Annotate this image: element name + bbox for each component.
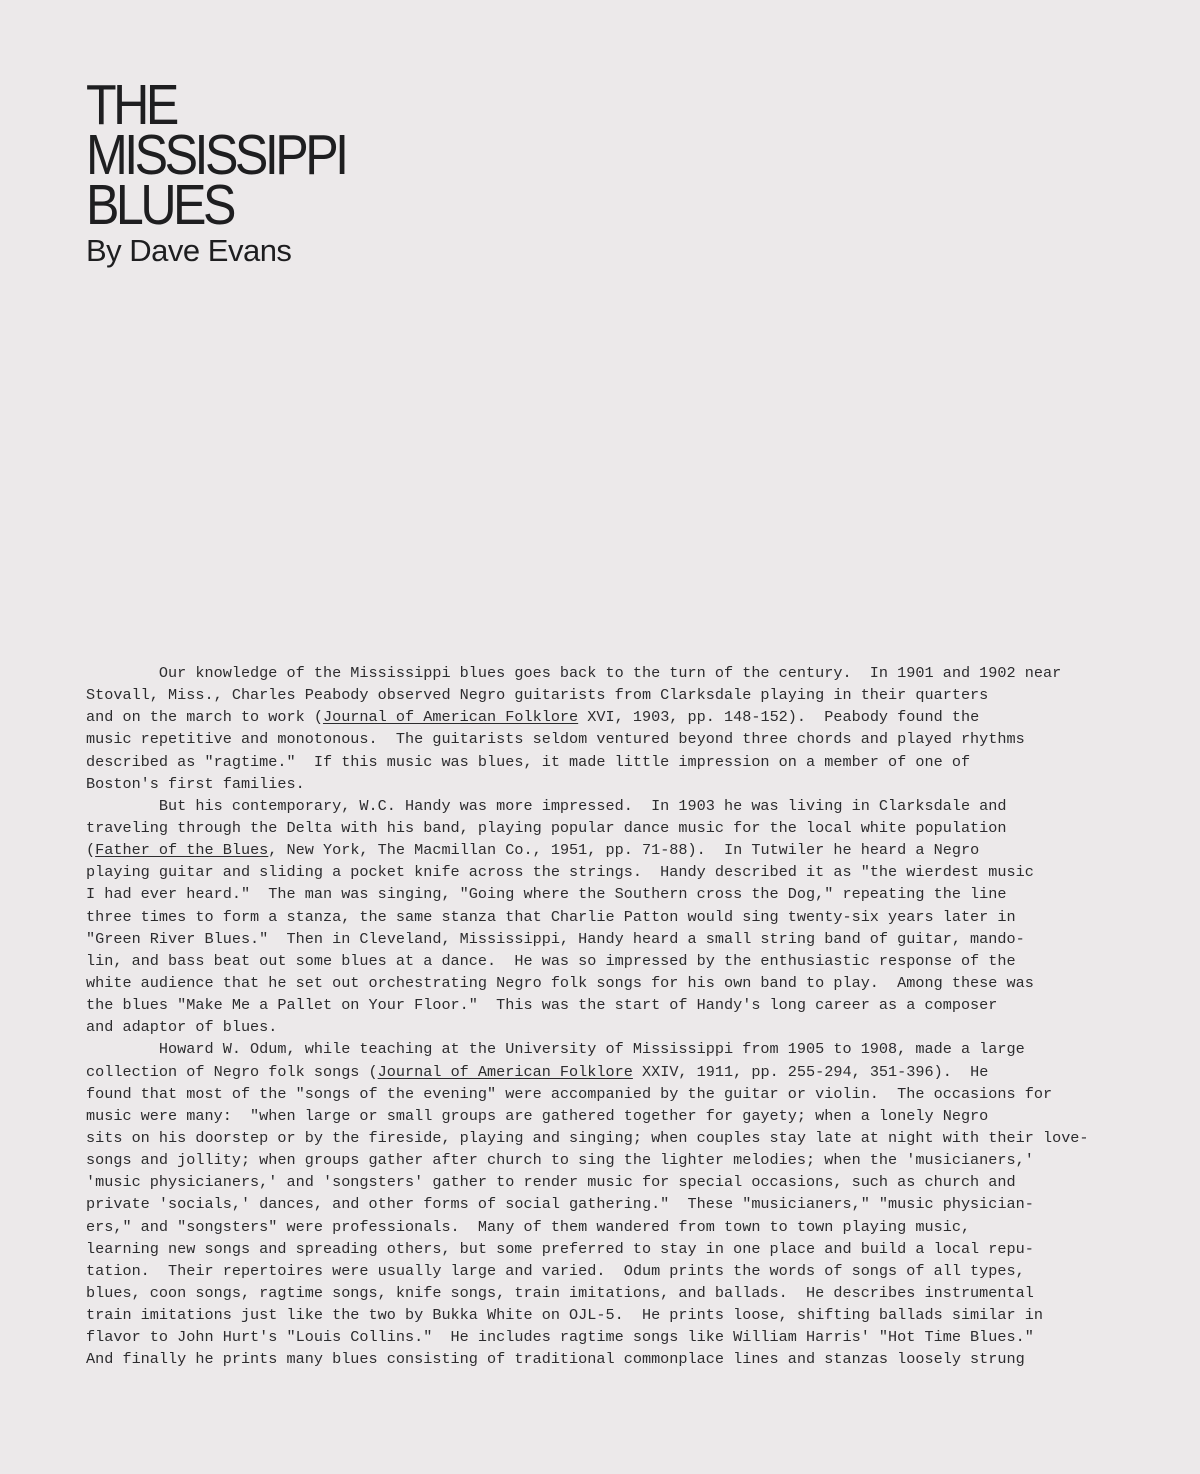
- body-line: [86, 795, 1138, 817]
- body-text-segment: XVI, 1903, pp. 148-152). Peabody found the: [578, 708, 980, 727]
- body-line: [86, 684, 1138, 706]
- body-text-segment: Our knowledge of the Mississippi blues goes back to the turn of the century. In 1901 and 1902 near: [86, 664, 1062, 682]
- body-text-segment: , New York, The Macmillan Co., 1951, pp. 71-88). In Tutwiler he heard a Negro: [268, 841, 980, 860]
- body-text-segment: But his contemporary, W.C. Handy was more impressed. In 1903 he was living in Clarksdale and: [86, 796, 1007, 815]
- body-line: [86, 1127, 1138, 1149]
- body-text-segment: sits on his doorstep or by the fireside, playing and singing; when couples stay late at night with their love-: [86, 1128, 1089, 1147]
- body-line: [86, 662, 1138, 684]
- body-line: [86, 817, 1138, 839]
- body-text-segment: tation. Their repertoires were usually large and varied. Odum prints the words of songs of all types,: [86, 1261, 1025, 1280]
- body-text-segment: and on the march to work (: [86, 708, 323, 727]
- body-text-segment: And finally he prints many blues consisting of traditional commonplace lines and stanzas loosely strung: [86, 1350, 1025, 1369]
- body-line: [86, 1216, 1138, 1238]
- body-text-segment: Howard W. Odum, while teaching at the University of Mississippi from 1905 to 1908, made a large: [86, 1040, 1025, 1059]
- body-text-segment: the blues "Make Me a Pallet on Your Floor." This was the start of Handy's long career as a composer: [86, 996, 998, 1015]
- body-line: [86, 1348, 1138, 1370]
- body-text-segment: XXIV, 1911, pp. 255-294, 351-396). He: [632, 1062, 989, 1081]
- article-body: [86, 662, 1138, 1371]
- body-line: [86, 1238, 1138, 1260]
- body-line: [86, 1193, 1138, 1215]
- body-line: [86, 706, 1138, 728]
- body-text-segment: train imitations just like the two by Bukka White on OJL-5. He prints loose, shifting ballads similar in: [86, 1306, 1043, 1325]
- body-line: [86, 1282, 1138, 1304]
- citation-title: Journal of American Folklore: [377, 1062, 633, 1081]
- body-line: [86, 1304, 1138, 1326]
- body-text-segment: flavor to John Hurt's "Louis Collins." He includes ragtime songs like William Harris' "Hot Time Blues.": [86, 1328, 1034, 1347]
- body-text-segment: three times to form a stanza, the same stanza that Charlie Patton would sing twenty-six years later in: [86, 907, 1016, 926]
- body-line: [86, 950, 1138, 972]
- body-line: [86, 1149, 1138, 1171]
- body-line: [86, 883, 1138, 905]
- body-text-segment: white audience that he set out orchestrating Negro folk songs for his own band to play. Among these was: [86, 973, 1034, 992]
- body-line: [86, 839, 1138, 861]
- citation-title: Journal of American Folklore: [322, 708, 579, 727]
- body-line: [86, 773, 1138, 795]
- body-text-segment: music repetitive and monotonous. The guitarists seldom ventured beyond three chords and played rhythms: [86, 730, 1025, 749]
- body-text-segment: songs and jollity; when groups gather after church to sing the lighter melodies; when the 'musicianers,': [86, 1151, 1034, 1170]
- body-text-segment: blues, coon songs, ragtime songs, knife songs, train imitations, and ballads. He describes instrumental: [86, 1283, 1034, 1302]
- body-text-segment: Boston's first families.: [86, 774, 305, 793]
- body-line: [86, 1083, 1138, 1105]
- body-line: [86, 1016, 1138, 1038]
- body-text-segment: described as "ragtime." If this music was blues, it made little impression on a member of one of: [86, 752, 971, 771]
- body-text-segment: and adaptor of blues.: [86, 1018, 278, 1037]
- title-line-3: BLUES: [86, 173, 233, 237]
- byline: By Dave Evans: [86, 233, 292, 268]
- body-line: [86, 1061, 1138, 1083]
- body-text-segment: 'music physicianers,' and 'songsters' gather to render music for special occasions, such as church and: [86, 1173, 1016, 1192]
- body-text-segment: ers," and "songsters" were professionals. Many of them wandered from town to town playing music,: [86, 1217, 971, 1236]
- body-line: [86, 972, 1138, 994]
- article-header: [86, 73, 686, 269]
- body-text-segment: "Green River Blues." Then in Cleveland, Mississippi, Handy heard a small string band of guitar, mando-: [86, 929, 1025, 948]
- body-line: [86, 994, 1138, 1016]
- body-text-segment: collection of Negro folk songs (: [86, 1062, 378, 1081]
- body-line: [86, 751, 1138, 773]
- body-line: [86, 1171, 1138, 1193]
- title-line-1: THE: [86, 73, 176, 137]
- body-line: [86, 906, 1138, 928]
- body-text-segment: lin, and bass beat out some blues at a dance. He was so impressed by the enthusiastic response of the: [86, 951, 1016, 970]
- body-text-segment: learning new songs and spreading others, but some preferred to stay in one place and build a local repu-: [86, 1239, 1034, 1258]
- body-text-segment: private 'socials,' dances, and other forms of social gathering." These "musicianers," "music physician-: [86, 1195, 1034, 1214]
- body-text-segment: playing guitar and sliding a pocket knife across the strings. Handy described it as "the wierdest music: [86, 863, 1034, 882]
- body-line: [86, 1105, 1138, 1127]
- body-text-segment: Stovall, Miss., Charles Peabody observed Negro guitarists from Clarksdale playing in their quarters: [86, 686, 989, 705]
- title-line-2: MISSISSIPPI: [86, 123, 346, 187]
- body-line: [86, 1326, 1138, 1348]
- body-line: [86, 1038, 1138, 1060]
- body-line: [86, 1260, 1138, 1282]
- body-text-segment: found that most of the "songs of the evening" were accompanied by the guitar or violin. The occasions for: [86, 1084, 1053, 1103]
- body-line: [86, 728, 1138, 750]
- body-text-segment: traveling through the Delta with his band, playing popular dance music for the local white population: [86, 818, 1007, 837]
- citation-title: Father of the Blues: [95, 841, 269, 860]
- body-line: [86, 861, 1138, 883]
- body-text-segment: I had ever heard." The man was singing, "Going where the Southern cross the Dog," repeating the line: [86, 885, 1007, 904]
- body-text-segment: music were many: "when large or small groups are gathered together for gayety; when a lonely Negro: [86, 1106, 989, 1125]
- body-line: [86, 928, 1138, 950]
- body-text-segment: (: [86, 841, 96, 860]
